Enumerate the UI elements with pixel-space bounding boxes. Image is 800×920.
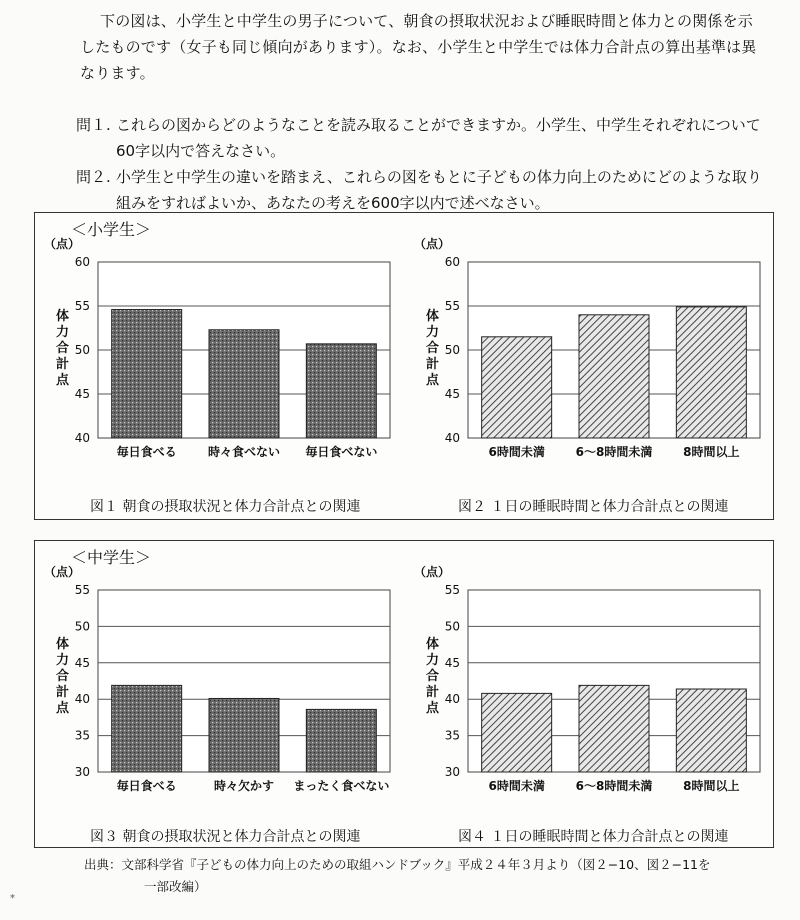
- question-1-text: これらの図からどのようなことを読み取ることができますか。小学生、中学生それぞれについて60字以内で答えなさい。: [116, 116, 761, 160]
- y-tick-label: 30: [74, 765, 90, 779]
- junior-high-panel-label: ＜中学生＞: [71, 548, 152, 567]
- y-tick-label: 45: [444, 655, 460, 670]
- chart-figure-4: [410, 566, 770, 816]
- y-unit-label: （点）: [414, 565, 451, 579]
- chart-figure-2: [410, 238, 770, 482]
- bar-2: [209, 698, 279, 772]
- x-category-label: 8時間以上: [683, 779, 740, 793]
- y-tick-label: 30: [444, 765, 460, 779]
- y-tick-label: 55: [74, 583, 90, 597]
- chart-figure-3: [40, 566, 400, 816]
- y-unit-label: （点）: [44, 237, 81, 251]
- x-category-label: 時々食べない: [207, 445, 281, 459]
- x-category-label: 6時間未満: [488, 779, 545, 793]
- bar-1: [482, 693, 552, 772]
- x-category-label: まったく食べない: [293, 779, 390, 793]
- bar-3: [676, 307, 746, 438]
- y-tick-label: 40: [74, 431, 90, 445]
- source-line-2: 一部改編）: [144, 879, 207, 894]
- source-footer: [84, 854, 744, 898]
- figure-3-caption: 図３ 朝食の摂取状況と体力合計点との関連: [90, 829, 361, 845]
- intro-paragraph: 下の図は、小学生と中学生の男子について、朝食の摂取状況および睡眠時間と体力との関係を示したものです（女子も同じ傾向があります）。なお、小学生と中学生では体力合計点の算出基準は異なります。: [80, 12, 757, 82]
- y-axis-label: 体力合計点: [426, 309, 440, 388]
- bar-3: [676, 689, 746, 772]
- x-category-label: 毎日食べない: [305, 445, 378, 459]
- bar-3: [306, 709, 376, 772]
- bar-1: [482, 337, 552, 438]
- y-tick-label: 50: [444, 619, 460, 634]
- question-2-number: 問２.: [76, 168, 111, 186]
- chart-figure-1: [40, 238, 400, 482]
- y-axis-label: 体力合計点: [56, 637, 70, 716]
- bar-3: [306, 344, 376, 438]
- stray-mark: *: [10, 893, 15, 904]
- bar-1: [112, 685, 182, 772]
- y-tick-label: 50: [74, 343, 90, 357]
- y-tick-label: 45: [74, 655, 90, 670]
- y-tick-label: 60: [444, 255, 460, 269]
- y-tick-label: 40: [444, 692, 460, 707]
- bar-2: [579, 315, 649, 438]
- source-line-1: 出典：文部科学省『子どもの体力向上のための取組ハンドブック』平成２４年３月より（図２−10、図２−11を: [84, 857, 711, 872]
- y-tick-label: 55: [444, 299, 460, 313]
- x-category-label: 6～8時間未満: [575, 445, 653, 459]
- y-tick-label: 45: [444, 387, 460, 401]
- question-2: [76, 164, 776, 216]
- y-tick-label: 40: [444, 431, 460, 445]
- x-category-label: 時々欠かす: [213, 779, 275, 793]
- y-tick-label: 35: [444, 728, 460, 743]
- x-category-label: 6～8時間未満: [575, 779, 653, 793]
- y-axis-label: 体力合計点: [56, 309, 70, 388]
- x-category-label: 6時間未満: [488, 445, 545, 459]
- figure-4-caption: 図４ １日の睡眠時間と体力合計点との関連: [458, 829, 729, 845]
- figure-1-caption: 図１ 朝食の摂取状況と体力合計点との関連: [90, 499, 361, 515]
- figure-2-caption: 図２ １日の睡眠時間と体力合計点との関連: [458, 499, 729, 515]
- y-tick-label: 45: [74, 387, 90, 401]
- bar-2: [209, 330, 279, 438]
- y-axis-label: 体力合計点: [426, 637, 440, 716]
- y-tick-label: 60: [74, 255, 90, 269]
- bar-2: [579, 685, 649, 772]
- y-unit-label: （点）: [44, 565, 81, 579]
- question-1-number: 問１.: [76, 116, 111, 134]
- question-1: [76, 112, 776, 164]
- question-2-text: 小学生と中学生の違いを踏まえ、これらの図をもとに子どもの体力向上のためにどのような取り組みをすればよいか、あなたの考えを600字以内で述べなさい。: [116, 168, 762, 212]
- y-tick-label: 55: [444, 583, 460, 597]
- x-category-label: 毎日食べる: [116, 445, 177, 459]
- x-category-label: 毎日食べる: [116, 779, 177, 793]
- y-unit-label: （点）: [414, 237, 451, 251]
- y-tick-label: 55: [74, 299, 90, 313]
- y-tick-label: 50: [444, 343, 460, 357]
- elementary-panel-label: ＜小学生＞: [71, 220, 152, 239]
- bar-1: [112, 310, 182, 438]
- y-tick-label: 50: [74, 619, 90, 634]
- y-tick-label: 40: [74, 692, 90, 707]
- x-category-label: 8時間以上: [683, 445, 740, 459]
- y-tick-label: 35: [74, 728, 90, 743]
